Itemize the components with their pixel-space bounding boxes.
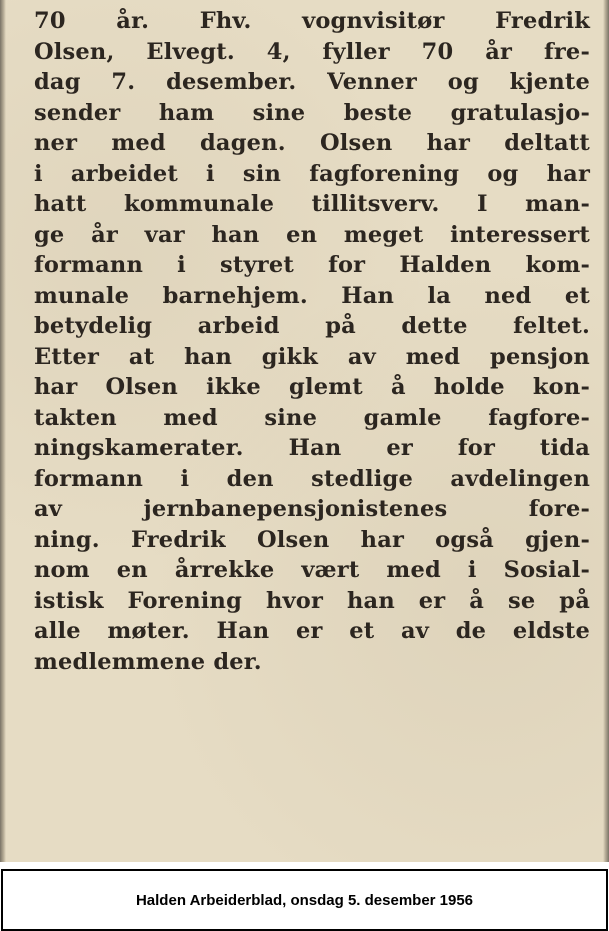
article-line: takten med sine gamle fagfore- [34,404,590,431]
clipping-right-edge [603,0,609,862]
source-caption: Halden Arbeiderblad, onsdag 5. desember 1956 [135,891,474,909]
article-line: formann i styret for Halden kom- [34,252,590,278]
article-line: ner med dagen. Olsen har deltatt [34,130,590,156]
article-line: Etter at han gikk av med pensjon [34,343,590,370]
article-line: 70 år. Fhv. vognvisitør Fredrik [34,8,590,34]
article-line: i arbeidet i sin fagforening og har [34,160,590,187]
article-line: alle møter. Han er et av de eldste [34,618,590,644]
article-line: dag 7. desember. Venner og kjente [34,69,590,95]
article-line: betydelig arbeid på dette feltet. [34,313,590,339]
article-line: ning. Fredrik Olsen har også gjen- [34,526,590,553]
article-text [34,6,590,677]
article-line: Olsen, Elvegt. 4, fyller 70 år fre- [34,38,590,65]
article-line: formann i den stedlige avdelingen [34,465,590,492]
article-line: ningskamerater. Han er for tida [34,435,590,461]
article-line: nom en årrekke vært med i Sosial- [34,557,590,583]
article-line: munale barnehjem. Han la ned et [34,282,590,309]
clipping-left-edge [0,0,6,862]
article-line: har Olsen ikke glemt å holde kon- [34,374,590,400]
article-line: istisk Forening hvor han er å se på [34,587,590,614]
article-line: ge år var han en meget interessert [34,221,590,248]
article-line: sender ham sine beste gratulasjo- [34,99,590,126]
caption-box [1,869,608,931]
article-line: hatt kommunale tillitsverv. I man- [34,191,590,217]
article-line-last: medlemmene der. [34,648,262,675]
article-line: av jernbanepensjonistenes fore- [34,496,590,522]
